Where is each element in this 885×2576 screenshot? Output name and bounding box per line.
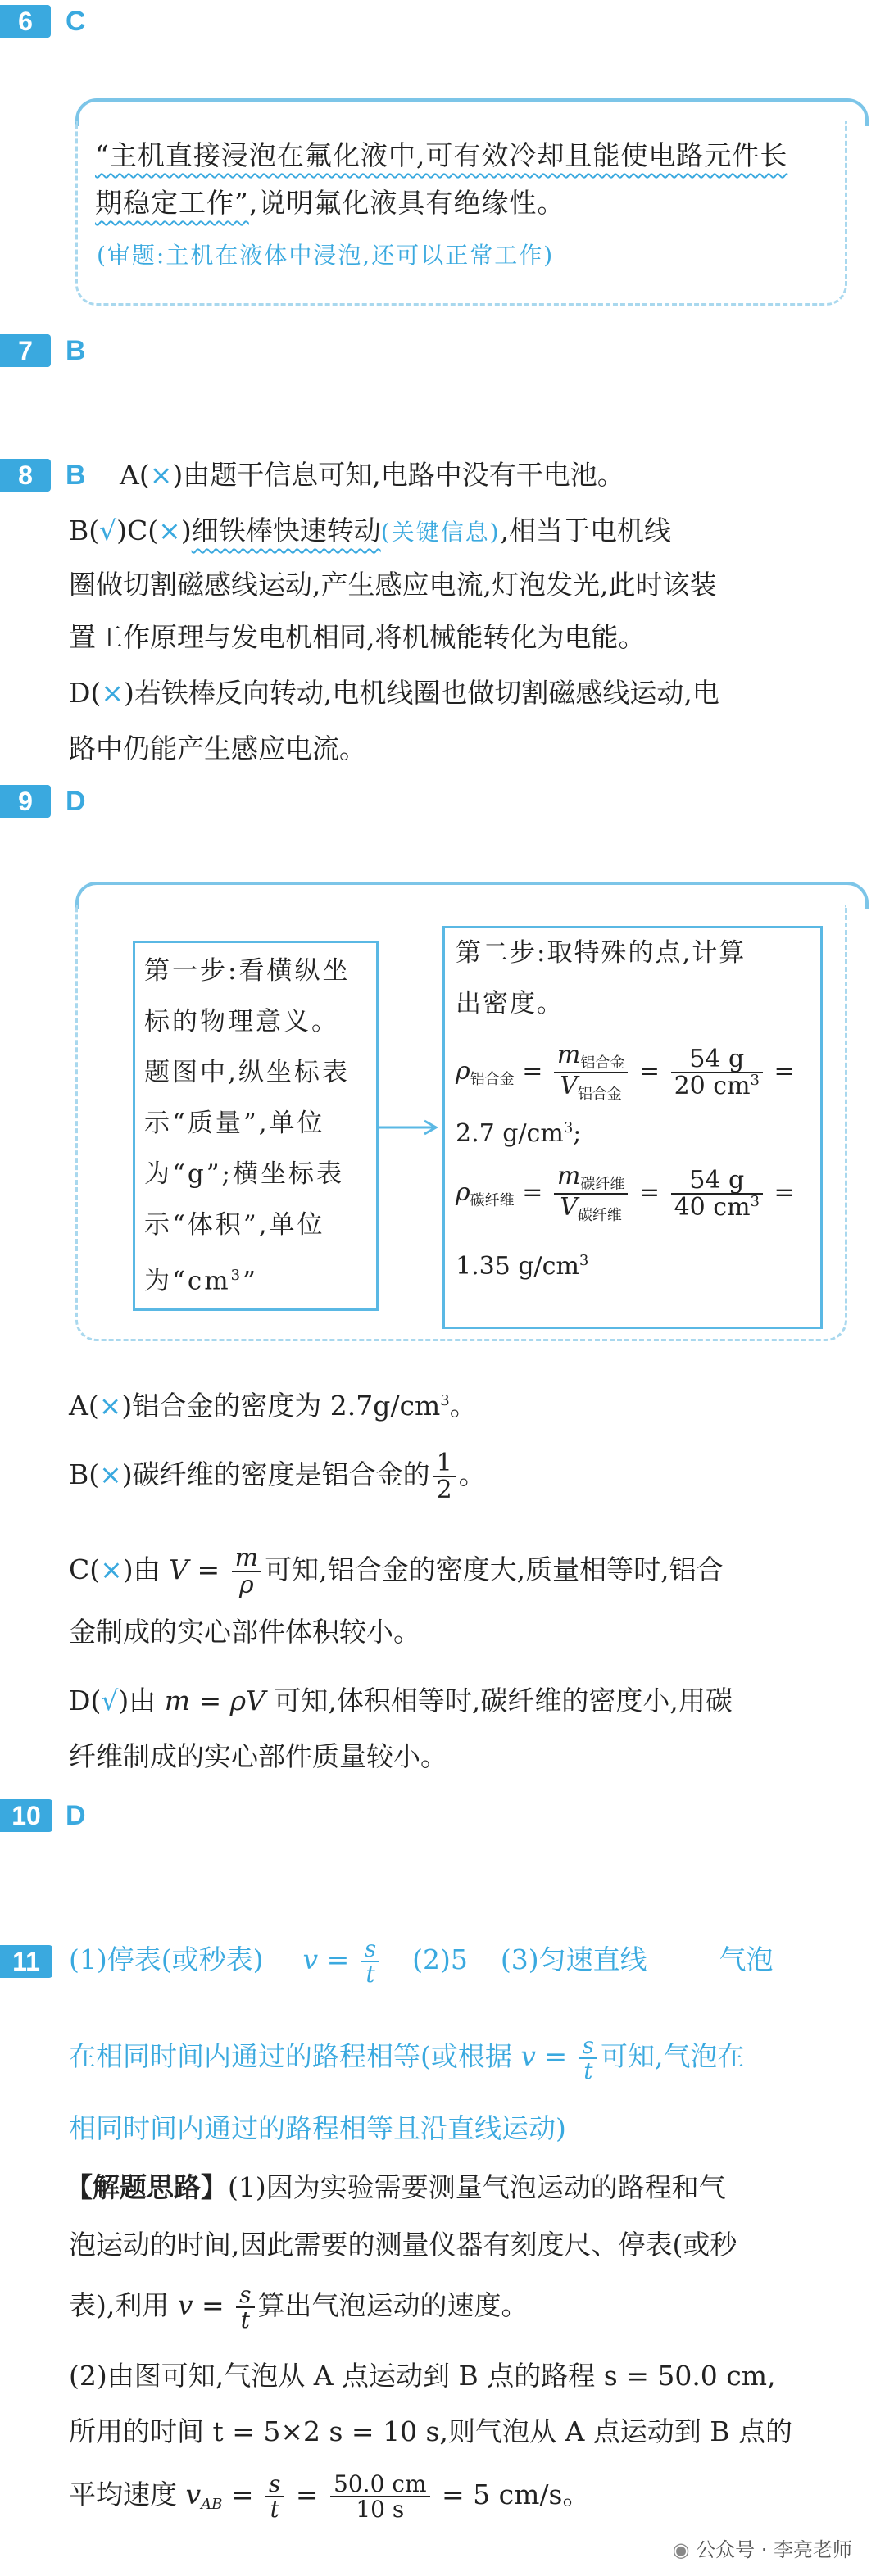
q6-quote-line2: 期稳定工作”,说明氟化液具有绝缘性。 [95,187,565,219]
wrong-mark-icon: × [158,515,181,546]
density-result-al: 2.7 $g/cm^3$; [456,1119,582,1148]
q11-explain-line3: 表),利用 v = $\frac{s}{t}$ 算出气泡运动的速度。 [69,2280,529,2333]
q8-line6: 路中仍能产生感应电流。 [69,732,366,764]
q11-answer-line2: 在相同时间内通过的路程相等(或根据 v = $\frac{s}{t}$ 可知,气泡在 [69,2031,745,2084]
question-number-9: 9 [0,785,51,818]
q8-line2: B(√)C(×)细铁棒快速转动(关键信息),相当于电机线 [69,515,672,546]
q6-quote-line1: “主机直接浸泡在氟化液中,可有效冷却且能使电路元件长 [95,139,788,171]
density-formula-al: $\rho_{铝合金}$ = $\frac{m_{铝合金}}{V_{铝合金}}$ = $\frac{54 g}{20 cm^3}$ = [456,1041,795,1103]
q11-explain-line1: 【解题思路】(1)因为实验需要测量气泡运动的路程和气 [66,2171,726,2203]
step1-line: 示“体积”,单位 [144,1210,325,1240]
q8-line3: 圈做切割磁感线运动,产生感应电流,灯泡发光,此时该装 [69,569,717,601]
answer-9: D [66,786,86,817]
answer-7: B [66,335,86,366]
step1-line: 第一步:看横纵坐 [144,956,351,986]
density-result-cf: 1.35 $g/cm^3$ [456,1252,589,1281]
question-number-11: 11 [0,1945,52,1978]
q11-explain-line2: 泡运动的时间,因此需要的测量仪器有刻度尺、停表(或秒 [69,2229,738,2261]
answer-10: D [66,1800,86,1831]
step1-line: 为“g”;横坐标表 [144,1159,344,1189]
question-number-7: 7 [0,334,51,367]
check-mark-icon: √ [99,515,117,546]
q9-option-c-line2: 金制成的实心部件体积较小。 [69,1616,420,1648]
step1-line: 示“质量”,单位 [144,1109,325,1138]
q8-line1: A(×)由题干信息可知,电路中没有干电池。 [120,459,624,491]
q9-option-b: B(×)碳纤维的密度是铝合金的 $\frac{1}{2}$ 。 [69,1448,486,1504]
step1-line: 为“$cm^3$” [144,1266,258,1296]
q11-explain-line6: 平均速度 $v_{AB}$ = $\frac{s}{t}$ = $\frac{50.0 cm}{10 s}$ = 5 cm/s。 [69,2469,590,2523]
step1-line: 题图中,纵坐标表 [144,1058,350,1087]
step2-title: 第二步:取特殊的点,计算 [456,938,747,968]
q9-option-c: C(×)由 V = $\frac{m}{\rho}$ 可知,铝合金的密度大,质量相等时,铝合 [69,1543,724,1599]
wrong-mark-icon: × [101,677,124,709]
q11-answer-line3: 相同时间内通过的路程相等且沿直线运动) [69,2112,566,2144]
check-mark-icon: √ [101,1685,119,1717]
question-number-8: 8 [0,459,51,492]
box-top-border [97,882,849,885]
wrong-mark-icon: × [149,459,173,491]
wrong-mark-icon: × [99,1458,122,1490]
q9-option-a: A(×)铝合金的密度为 $2.7g/cm^3$。 [69,1390,477,1422]
q9-option-d-line2: 纤维制成的实心部件质量较小。 [69,1740,447,1772]
step2-title: 出密度。 [456,989,564,1018]
density-formula-cf: $\rho_{碳纤维}$ = $\frac{m_{碳纤维}}{V_{碳纤维}}$ = $\frac{54 g}{40 cm^3}$ = [456,1162,795,1224]
q11-explain-line5: 所用的时间 t = 5×2 s = 10 s,则气泡从 A 点运动到 B 点的 [69,2415,793,2447]
answer-6: C [66,6,86,37]
step1-line: 标的物理意义。 [144,1007,339,1036]
wrong-mark-icon: × [98,1390,122,1422]
arrow-right-icon [375,1118,441,1137]
watermark: ◉ 公众号 · 李亮老师 [672,2538,852,2561]
q6-note: (审题:主机在液体中浸泡,还可以正常工作) [97,242,555,269]
question-number-10: 10 [0,1799,52,1832]
wrong-mark-icon: × [100,1553,123,1585]
q11-explain-line4: (2)由图可知,气泡从 A 点运动到 B 点的路程 s = 50.0 cm, [69,2360,776,2392]
box-top-border [97,98,849,102]
question-number-6: 6 [0,5,51,38]
answer-8: B [66,460,86,491]
q11-answer-line1: (1)停表(或秒表) v = $\frac{s}{t}$ (2)5 (3)匀速直线 气泡 [69,1934,774,1988]
q8-line4: 置工作原理与发电机相同,将机械能转化为电能。 [69,621,646,653]
q9-option-d: D(√)由 m = ρV 可知,体积相等时,碳纤维的密度小,用碳 [69,1685,733,1717]
wechat-icon: ◉ [672,2538,690,2561]
q8-line5: D(×)若铁棒反向转动,电机线圈也做切割磁感线运动,电 [69,677,719,709]
